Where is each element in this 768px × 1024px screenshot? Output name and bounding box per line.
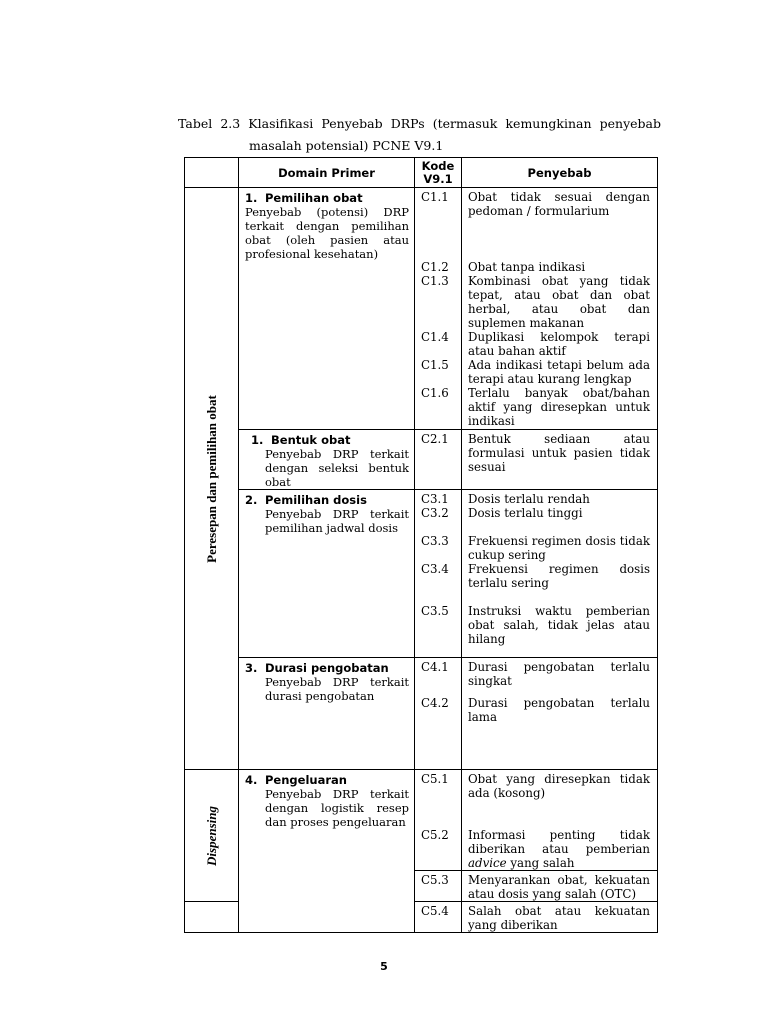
code-cell: C5.1 C5.2 [415,770,462,871]
cause-cell: Durasi pengobatan terlalu singkat Durasi pengobatan terlalu lama [462,658,658,770]
table-row [185,490,658,658]
cause-cell: Bentuk sediaan atau formulasi untuk pasien tidak sesuai [462,430,658,490]
domain-cell-pemilihan-obat: 1. Pemilihan obat Penyebab (potensi) DRP terkait dengan pemilihan obat (oleh pasien atau profesional kesehatan) [239,188,415,430]
cause-cell: Menyarankan obat, kekuatan atau dosis yang salah (OTC) [462,871,658,902]
empty-side-cell [185,902,239,933]
cause-cell: Obat tidak sesuai dengan pedoman / formularium Obat tanpa indikasi Kombinasi obat yang tidak tepat, atau obat dan obat herbal, atau obat dan suplemen makanan Duplikasi kelompok terapi atau bahan aktif Ada indikasi tetapi belum ada terapi atau kurang lengkap Terlalu banyak obat/bahan aktif yang diresepkan untuk indikasi [462,188,658,430]
table-row [185,188,658,430]
table-row [185,770,658,871]
domain-cell-durasi-pengobatan: 3. Durasi pengobatan Penyebab DRP terkait durasi pengobatan [239,658,415,770]
domain-cell-bentuk-obat: 1. Bentuk obat Penyebab DRP terkait dengan seleksi bentuk obat [239,430,415,490]
table-row [185,430,658,490]
side-label-dispensing: Dispensing [185,770,239,902]
cause-cell: Dosis terlalu rendah Dosis terlalu tinggi Frekuensi regimen dosis tidak cukup sering Frekuensi regimen dosis terlalu sering Instruksi waktu pemberian obat salah, tidak jelas atau hilang [462,490,658,658]
code-cell: C4.1 C4.2 [415,658,462,770]
page-number: 5 [380,960,388,973]
side-label-peresepan: Peresepan dan pemilihan obat [185,188,239,770]
header-domain: Domain Primer [239,158,415,188]
code-cell: C1.1 C1.2 C1.3 C1.4 C1.5 C1.6 [415,188,462,430]
code-cell: C3.1 C3.2 C3.3 C3.4 C3.5 [415,490,462,658]
table-header-row [185,158,658,188]
caption-line-1: Tabel 2.3 Klasifikasi Penyebab DRPs (termasuk kemungkinan penyebab [178,116,661,131]
code-cell: C5.3 [415,871,462,902]
cause-cell: Obat yang diresepkan tidak ada (kosong) Informasi penting tidak diberikan atau pemberian advice yang salah [462,770,658,871]
domain-cell-pengeluaran: 4. Pengeluaran Penyebab DRP terkait dengan logistik resep dan proses pengeluaran [239,770,415,933]
drp-classification-table [184,157,658,933]
cause-cell: Salah obat atau kekuatan yang diberikan [462,902,658,933]
code-cell: C2.1 [415,430,462,490]
header-kode: Kode V9.1 [415,158,462,188]
table-row [185,658,658,770]
caption-line-2: masalah potensial) PCNE V9.1 [249,138,444,153]
cause-c5-2: Informasi penting tidak diberikan atau pemberian advice yang salah [468,828,650,870]
header-penyebab: Penyebab [462,158,658,188]
header-empty-cell [185,158,239,188]
domain-cell-pemilihan-dosis: 2. Pemilihan dosis Penyebab DRP terkait pemilihan jadwal dosis [239,490,415,658]
code-cell: C5.4 [415,902,462,933]
table-caption [178,113,661,157]
